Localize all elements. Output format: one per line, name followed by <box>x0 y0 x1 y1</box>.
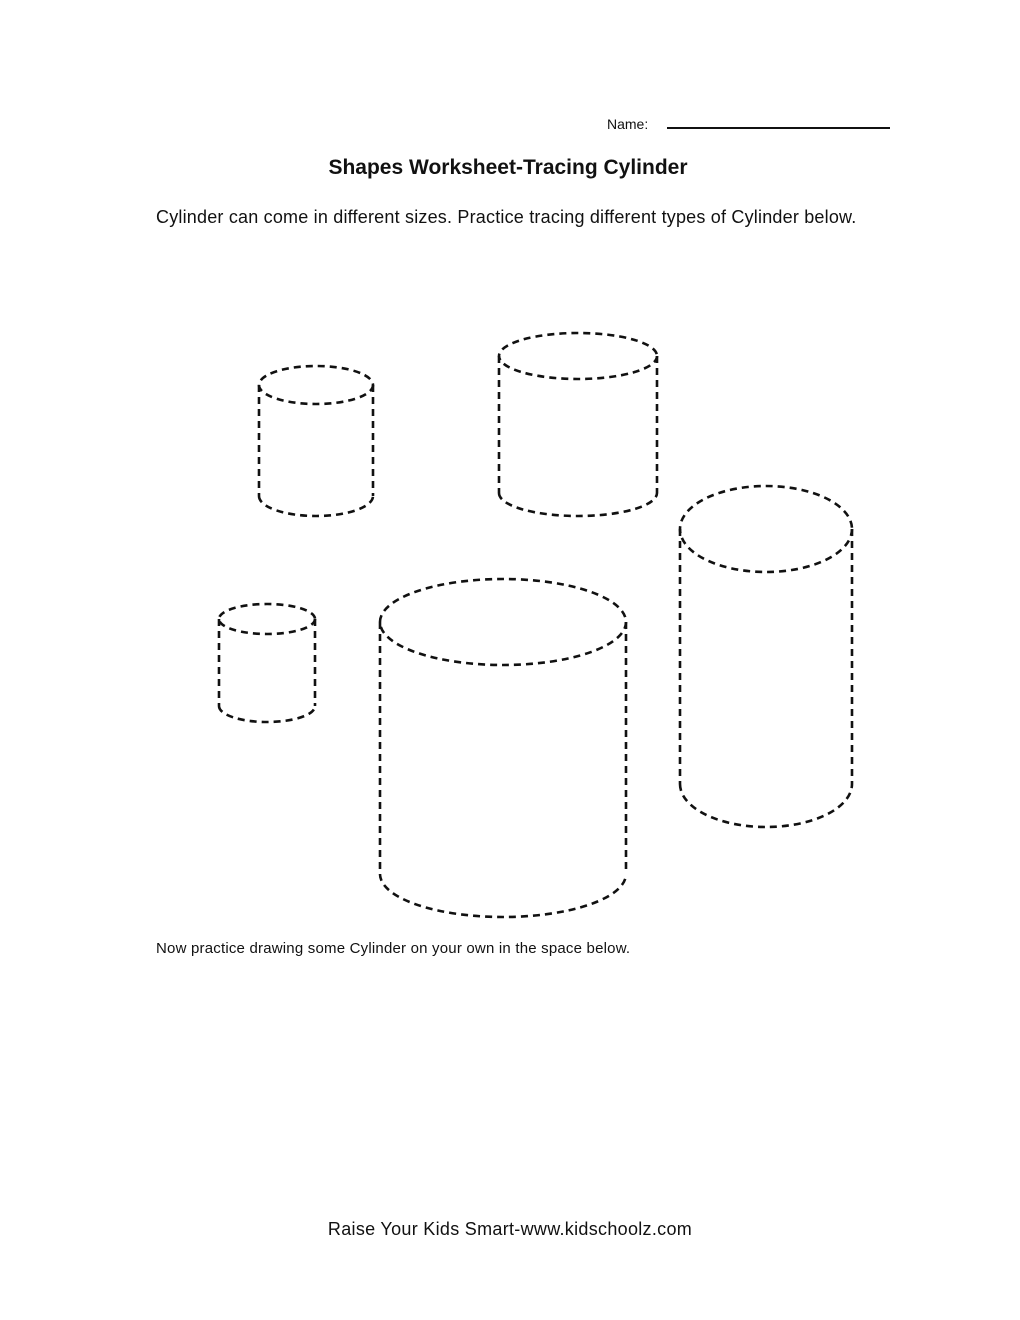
name-label: Name: <box>607 116 649 132</box>
tracing-cylinder-small-upper <box>259 366 373 516</box>
worksheet-intro: Cylinder can come in different sizes. Practice tracing different types of Cylinder below. <box>156 207 857 227</box>
practice-prompt: Now practice drawing some Cylinder on your own in the space below. <box>156 940 631 957</box>
tracing-cylinder-tiny-left <box>219 604 315 722</box>
tracing-cylinder-tall-right <box>680 486 852 827</box>
tracing-cylinder-large-center <box>380 579 626 917</box>
worksheet-title-text: Shapes Worksheet-Tracing Cylinder <box>328 156 688 179</box>
tracing-cylinder-medium-upper <box>499 333 657 516</box>
footer-text: Raise Your Kids Smart-www.kidschoolz.com <box>327 1219 693 1239</box>
